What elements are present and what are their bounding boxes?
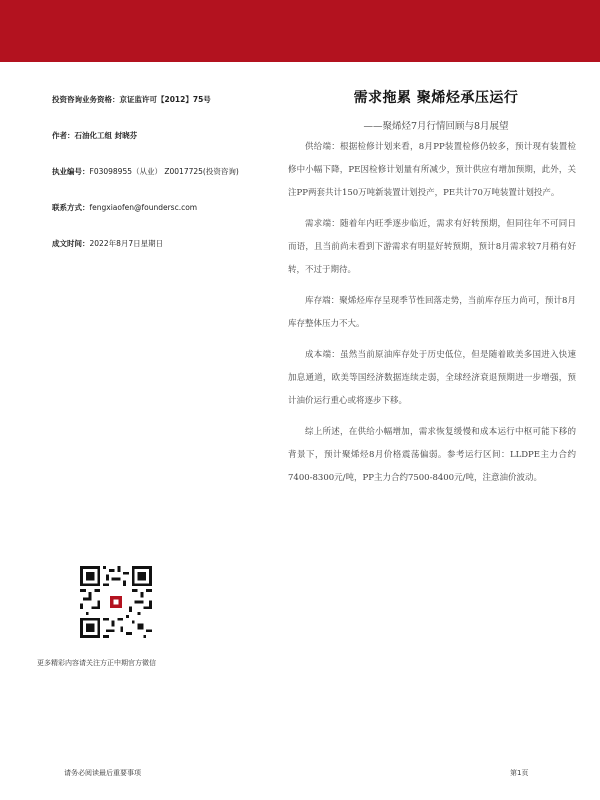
qualification-row — [52, 94, 267, 105]
contact-value[interactable]: fengxiaofen@foundersc.com — [89, 203, 198, 212]
contact-label: 联系方式： — [52, 203, 90, 212]
page-number: 第1页 — [510, 769, 529, 777]
paragraph-cost: 成本端：虽然当前原油库存处于历史低位，但是随着欧美多国进入快速加息通道，欧美等国经济数据连续走弱，全球经济衰退预期进一步增强，预计油价运行重心或将逐步下移。 — [288, 350, 576, 406]
date-label: 成文时间： — [52, 239, 90, 248]
paragraph-demand: 需求端：随着年内旺季逐步临近，需求有好转预期，但同往年不可同日而语，且当前尚未看到下游需求有明显好转预期，预计8月需求较7月稍有好转，不过于期待。 — [288, 219, 576, 275]
license-value: F03098955（从业） Z0017725(投资咨询) — [89, 167, 239, 176]
author-row — [52, 130, 267, 141]
footer-disclaimer: 请务必阅读最后重要事项 — [64, 769, 141, 777]
author-value: 石油化工组 封晓芬 — [74, 131, 138, 140]
top-banner — [0, 0, 600, 62]
paragraph-supply: 供给端：根据检修计划来看，8月PP装置检修仍较多，预计现有装置检修中小幅下降，PE因检修计划量有所减少，预计供应有增加预期，此外，关注PP两套共计150万吨新装置计划投产，PE共计70万吨装置计划投产。 — [288, 142, 576, 198]
report-subtitle: ——聚烯烃7月行情回顾与8月展望 — [363, 121, 509, 132]
report-meta — [52, 94, 267, 274]
qr-caption: 更多精彩内容请关注方正中期官方微信 — [37, 659, 156, 667]
license-label: 执业编号： — [52, 167, 90, 176]
author-label: 作者： — [52, 131, 75, 140]
qualification-label: 投资咨询业务资格： — [52, 95, 120, 104]
report-body — [288, 136, 576, 498]
license-row — [52, 166, 267, 177]
contact-row — [52, 202, 267, 213]
paragraph-inventory: 库存端：聚烯烃库存呈现季节性回落走势，当前库存压力尚可，预计8月库存整体压力不大。 — [288, 296, 576, 329]
qr-code-icon[interactable] — [80, 566, 152, 638]
report-title: 需求拖累 聚烯烃承压运行 — [353, 90, 519, 106]
date-row — [52, 238, 267, 249]
qualification-value: 京证监许可【2012】75号 — [119, 95, 211, 104]
date-value: 2022年8月7日星期日 — [89, 239, 164, 248]
paragraph-summary: 综上所述，在供给小幅增加，需求恢复缓慢和成本运行中枢可能下移的背景下，预计聚烯烃8月价格震荡偏弱。参考运行区间：LLDPE主力合约7400-8300元/吨，PP主力合约7500-8400元/吨，注意油价波动。 — [288, 427, 576, 483]
